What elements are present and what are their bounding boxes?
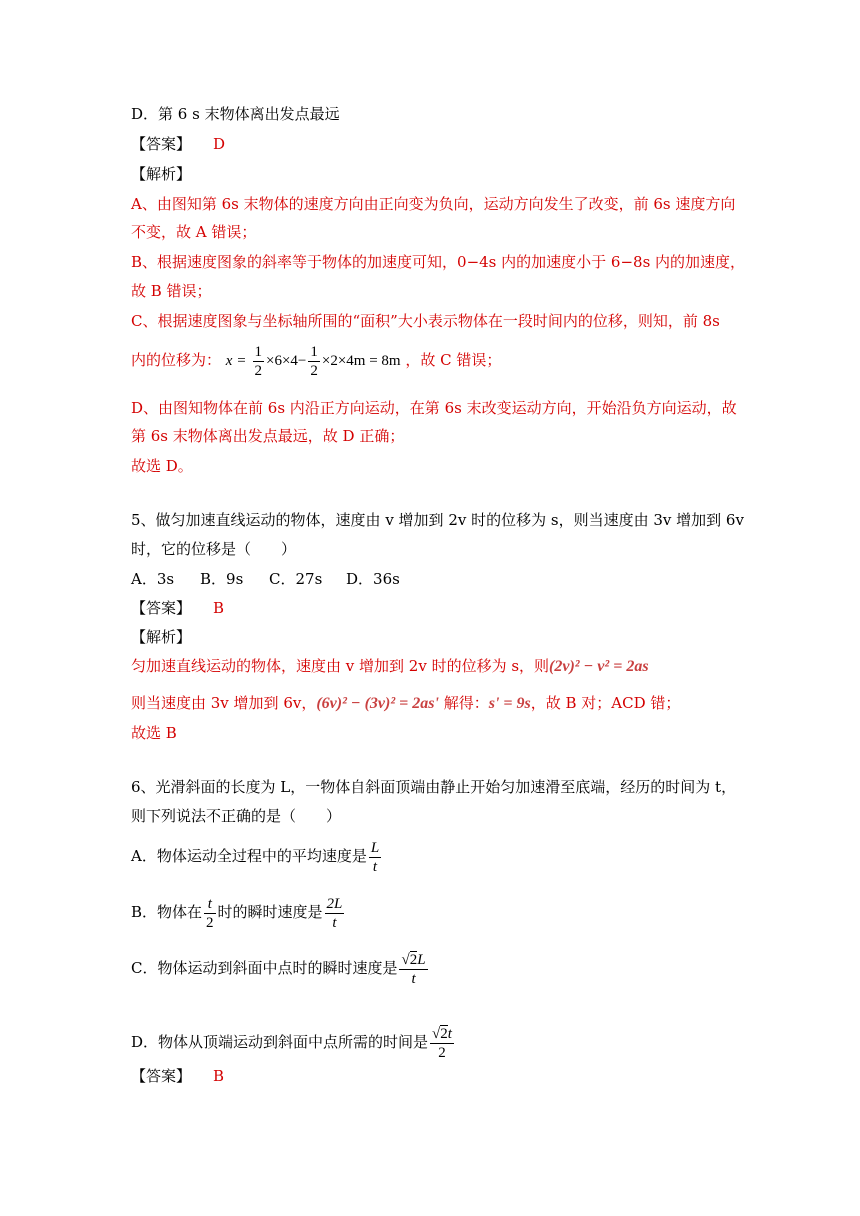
q5-analysis-text2c: ，故 B 对；ACD 错； xyxy=(530,694,681,712)
sqrt-sign-icon: √ xyxy=(401,951,410,968)
fraction-numerator: t xyxy=(207,895,212,912)
q5-answer-line xyxy=(131,598,224,618)
q5-analysis-text2b: 解得： xyxy=(438,694,489,712)
sqrt-sign-icon: √ xyxy=(432,1025,441,1042)
answer-tag: 【答案】 xyxy=(131,599,192,617)
formula-fraction-1 xyxy=(253,343,265,380)
fraction-denominator: 2 xyxy=(254,362,262,379)
fraction-numerator: L xyxy=(370,839,380,856)
q5-answer-value: B xyxy=(213,599,225,617)
q6-option-a-fraction xyxy=(369,839,381,876)
q4-analysis-c-suffix: ，故 C 错误； xyxy=(405,351,502,369)
q5-equation-1: (2v)² − v² = 2as xyxy=(549,658,649,675)
q4-analysis-b-line1: B、根据速度图象的斜率等于物体的加速度可知，0−4s 内的加速度小于 6−8s 内的加速度， xyxy=(131,253,746,271)
q6-option-d-fraction xyxy=(430,1025,454,1062)
fraction-denominator: t xyxy=(325,913,345,932)
q4-analysis-a-line2: 不变，故 A 错误； xyxy=(131,223,257,241)
formula-equals: = xyxy=(237,353,246,369)
fraction-denominator: 2 xyxy=(430,1043,454,1062)
q4-answer-line xyxy=(131,134,225,154)
q4-analysis-b-line2: 故 B 错误； xyxy=(131,282,212,300)
q4-analysis-c-line2 xyxy=(131,342,501,380)
q6-option-b-fraction-2 xyxy=(325,895,345,932)
q5-option-d: D．36s xyxy=(346,570,400,588)
q5-stem-line2: 时，它的位移是（ ） xyxy=(131,540,297,558)
fraction-denominator: t xyxy=(369,857,381,876)
fraction-denominator: 2 xyxy=(206,914,214,931)
q4-option-d: D．第 6 s 末物体离出发点最远 xyxy=(131,105,340,123)
q6-stem-line1: 6、光滑斜面的长度为 L，一物体自斜面顶端由静止开始匀加速滑至底端，经历的时间为 t， xyxy=(131,778,737,796)
q5-analysis-text2a: 则当速度由 3v 增加到 6v， xyxy=(131,694,317,712)
q6-option-b-fraction-1 xyxy=(204,895,216,932)
q5-option-b: B．9s xyxy=(200,570,244,588)
fraction-numerator xyxy=(399,951,427,969)
q5-analysis-line2 xyxy=(131,693,680,714)
q5-option-c: C．27s xyxy=(269,570,323,588)
q6-option-c-text: C．物体运动到斜面中点时的瞬时速度是 xyxy=(131,959,398,977)
numerator-tail: L xyxy=(417,951,426,968)
q6-option-b-text1: B．物体在 xyxy=(131,903,203,921)
q4-analysis-tag: 【解析】 xyxy=(131,165,192,183)
q6-option-a-text: A．物体运动全过程中的平均速度是 xyxy=(131,847,367,865)
q5-equation-2: (6v)² − (3v)² = 2as' xyxy=(316,695,439,712)
q4-analysis-c-prefix: 内的位移为： xyxy=(131,351,222,369)
q6-option-c xyxy=(131,950,430,988)
q5-equation-3: s' = 9s xyxy=(488,695,531,712)
q4-conclusion: 故选 D。 xyxy=(131,457,193,475)
q6-option-b xyxy=(131,894,346,932)
q4-answer-value: D xyxy=(213,135,226,153)
formula-middle-1: ×6×4− xyxy=(266,353,307,369)
fraction-numerator: 1 xyxy=(310,343,318,360)
q6-option-a xyxy=(131,838,383,876)
formula-middle-2: ×2×4m = 8m xyxy=(321,353,401,369)
fraction-denominator: t xyxy=(399,969,427,988)
answer-tag: 【答案】 xyxy=(131,1067,192,1085)
q4-analysis-d-line2: 第 6s 末物体离出发点最远，故 D 正确； xyxy=(131,427,405,445)
q6-option-b-text2: 时的瞬时速度是 xyxy=(217,903,323,921)
formula-fraction-2 xyxy=(308,343,320,380)
fraction-numerator xyxy=(430,1025,454,1043)
q5-analysis-tag: 【解析】 xyxy=(131,628,192,646)
answer-tag: 【答案】 xyxy=(131,135,192,153)
q6-stem-line2: 则下列说法不正确的是（ ） xyxy=(131,807,342,825)
q4-analysis-d-line1: D、由图知物体在前 6s 内沿正方向运动，在第 6s 末改变运动方向，开始沿负方向运动，故 xyxy=(131,399,737,417)
q6-answer-value: B xyxy=(213,1067,225,1085)
q5-options xyxy=(131,569,400,589)
sqrt-radicand: 2 xyxy=(440,1025,448,1042)
q5-option-a: A．3s xyxy=(131,570,175,588)
fraction-denominator: 2 xyxy=(310,362,318,379)
fraction-numerator: 2L xyxy=(326,895,343,912)
q5-analysis-line1 xyxy=(131,656,649,677)
q5-stem-line1: 5、做匀加速直线运动的物体，速度由 v 增加到 2v 时的位移为 s，则当速度由 3v 增加到 6v xyxy=(131,511,744,529)
q6-option-d-text: D．物体从顶端运动到斜面中点所需的时间是 xyxy=(131,1033,429,1051)
q6-answer-line xyxy=(131,1066,224,1086)
numerator-tail: t xyxy=(447,1025,452,1042)
sqrt-radicand: 2 xyxy=(409,951,418,968)
q4-analysis-c-line1: C、根据速度图象与坐标轴所围的“面积”大小表示物体在一段时间内的位移，则知，前 8s xyxy=(131,312,720,330)
q6-option-d xyxy=(131,1024,456,1062)
q5-analysis-text1: 匀加速直线运动的物体，速度由 v 增加到 2v 时的位移为 s，则 xyxy=(131,657,550,675)
q5-conclusion: 故选 B xyxy=(131,724,177,742)
formula-x: x xyxy=(225,353,233,369)
q6-option-c-fraction xyxy=(399,951,427,988)
q4-analysis-a-line1: A、由图知第 6s 末物体的速度方向由正向变为负向，运动方向发生了改变，前 6s 速度方向 xyxy=(131,195,736,213)
fraction-numerator: 1 xyxy=(254,343,262,360)
